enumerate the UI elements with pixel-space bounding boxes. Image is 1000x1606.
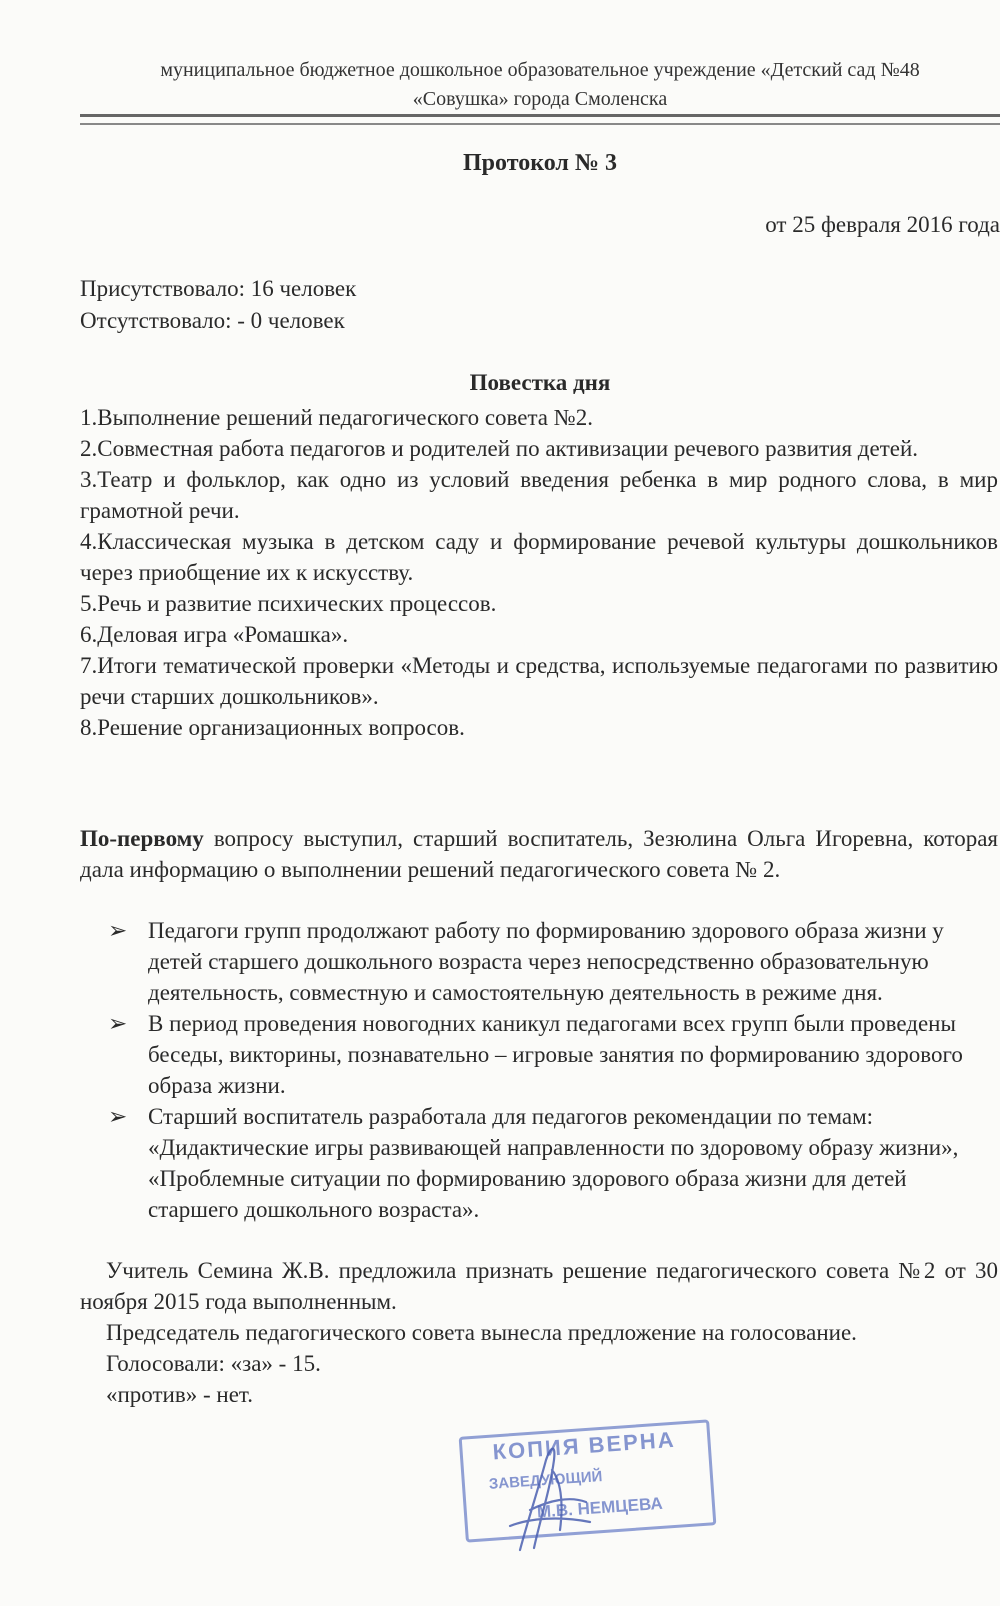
bullet-text: Педагоги групп продолжают работу по формированию здорового образа жизни у детей старшего дошкольного возраста через непосредственно образовательную деятельность, совместную и самостоятельную деятельность в режиме дня.	[148, 918, 944, 1005]
bullet-text: Старший воспитатель разработала для педагогов рекомендации по темам: «Дидактические игры развивающей направленности по здоровому образу жизни», «Проблемные ситуации по формированию здорового образа жизни для детей старшего дошкольного возраста».	[148, 1104, 959, 1222]
agenda-item: 6.Деловая игра «Ромашка».	[80, 622, 349, 647]
bullet-text: В период проведения новогодних каникул педагогами всех групп были проведены беседы, викторины, познавательно – игровые занятия по формированию здорового образа жизни.	[148, 1011, 963, 1098]
section-1-lead: По-первому	[80, 826, 204, 851]
agenda-item: 7.Итоги тематической проверки «Методы и средства, используемые педагогами по развитию речи старших дошкольников».	[80, 653, 998, 709]
arrow-bullet-icon: ➢	[108, 1104, 128, 1129]
agenda-item: 2.Совместная работа педагогов и родителей по активизации речевого развития детей.	[80, 436, 919, 461]
vote-against: «против» - нет.	[106, 1382, 253, 1407]
proposal-paragraph: Учитель Семина Ж.В. предложила признать решение педагогического совета №2 от 30 ноября 2015 года выполненным.	[80, 1258, 998, 1314]
vote-call-paragraph: Председатель педагогического совета вынесла предложение на голосование.	[106, 1320, 857, 1345]
attendance-absent: Отсутствовало: - 0 человек	[80, 308, 345, 333]
bullet-item	[108, 1008, 998, 1101]
agenda-item: 1.Выполнение решений педагогического совета №2.	[80, 405, 593, 430]
agenda-list	[80, 402, 998, 743]
organization-line-1: муниципальное бюджетное дошкольное образовательное учреждение «Детский сад №48	[160, 59, 920, 81]
stamp-line-1: КОПИЯ ВЕРНА	[491, 1426, 677, 1465]
bullet-item	[108, 915, 998, 1008]
header-divider	[80, 114, 1000, 125]
closing-block	[80, 1255, 998, 1410]
bullet-item	[108, 1101, 998, 1225]
section-1-text: вопросу выступил, старший воспитатель, Зезюлина Ольга Игоревна, которая дала информацию о выполнении решений педагогического совета № 2.	[80, 826, 998, 882]
attendance-block	[80, 273, 356, 337]
arrow-bullet-icon: ➢	[108, 918, 128, 943]
stamp-line-2: ЗАВЕДУЮЩИЙ	[488, 1467, 603, 1493]
agenda-item: 5.Речь и развитие психических процессов.	[80, 591, 497, 616]
agenda-item: 4.Классическая музыка в детском саду и формирование речевой культуры дошкольников через приобщение их к искусству.	[80, 529, 998, 585]
section-1-paragraph	[80, 823, 998, 885]
section-1-bullets	[108, 915, 998, 1225]
vote-for: Голосовали: «за» - 15.	[106, 1351, 321, 1376]
document-date: от 25 февраля 2016 года	[765, 212, 1000, 237]
organization-line-2: «Совушка» города Смоленска	[412, 88, 668, 110]
attendance-present: Присутствовало: 16 человек	[80, 276, 357, 301]
agenda-title: Повестка дня	[469, 370, 611, 395]
agenda-item: 8.Решение организационных вопросов.	[80, 715, 465, 740]
document-title: Протокол № 3	[463, 150, 617, 176]
agenda-item: 3.Театр и фольклор, как одно из условий введения ребенка в мир родного слова, в мир грамотной речи.	[80, 467, 998, 523]
organization-header	[80, 56, 1000, 114]
stamp-line-3: М.В. НЕМЦЕВА	[536, 1493, 664, 1522]
handwritten-signature	[490, 1430, 600, 1560]
arrow-bullet-icon: ➢	[108, 1011, 128, 1036]
